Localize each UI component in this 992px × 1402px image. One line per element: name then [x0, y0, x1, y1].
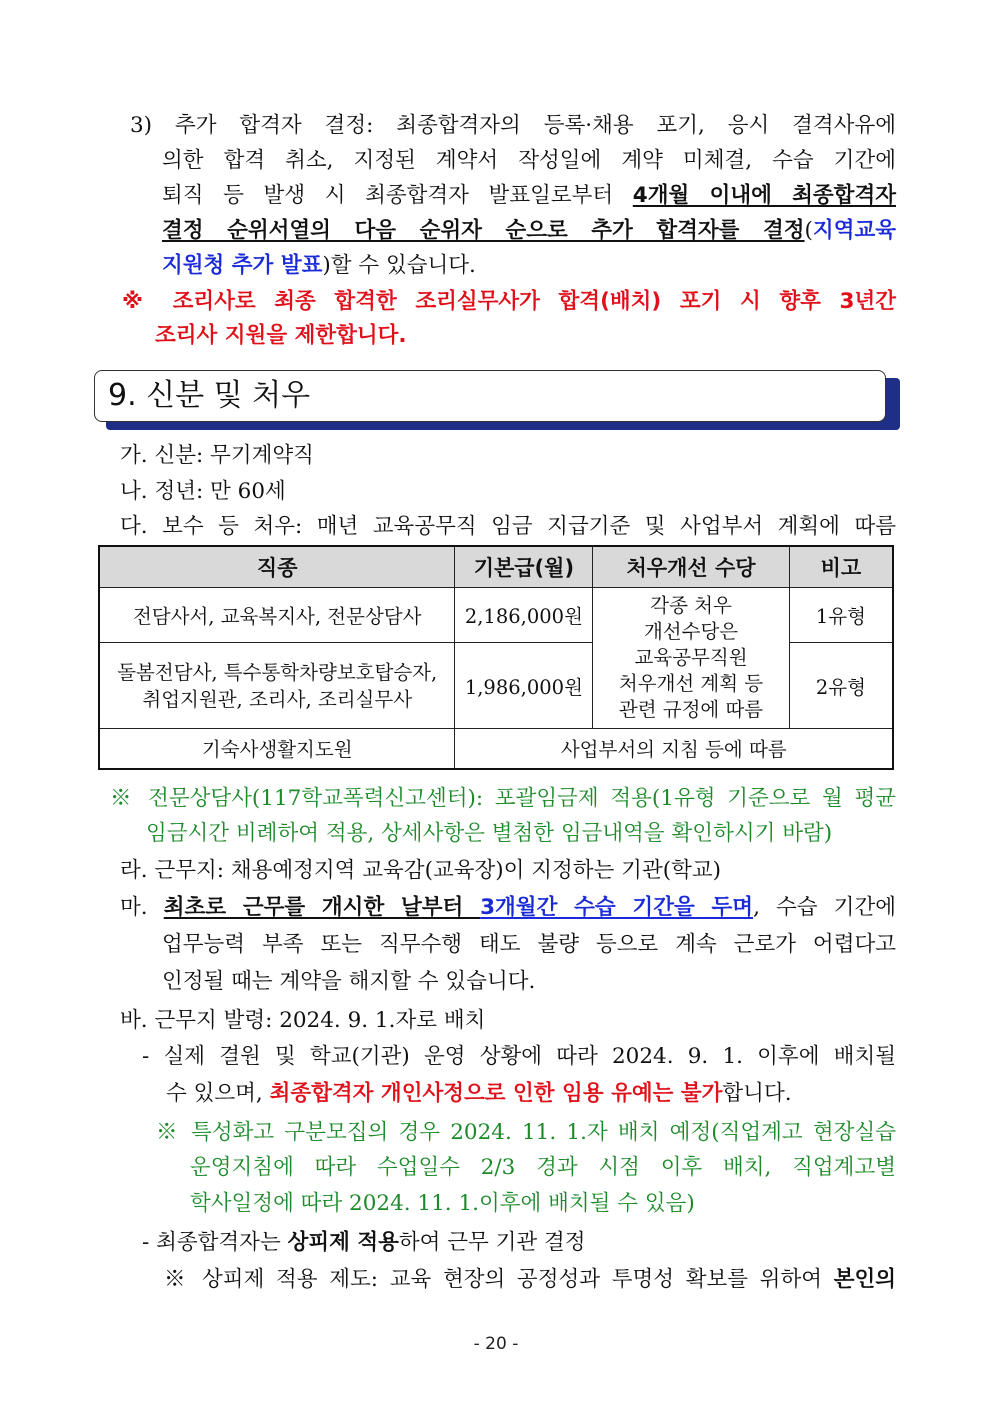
item-ma-line2: 업무능력 부족 또는 직무수행 태도 불량 등으로 계속 근로가 어렵다고	[162, 932, 896, 957]
ba-green-line3: 학사일정에 따라 2024. 11. 1.이후에 배치될 수 있음)	[190, 1191, 695, 1216]
header-note: 비고	[789, 546, 893, 588]
item3-line3: 퇴직 등 발생 시 최종합격자 발표일로부터 4개월 이내에 최종합격자	[162, 183, 896, 208]
green-notice-line2: 임금시간 비례하여 적용, 상세사항은 별첨한 임금내역을 확인하시기 바람)	[146, 821, 833, 846]
green-notice-line1: ※ 전문상담사(117학교폭력신고센터): 포괄임금제 적용(1유형 기준으로 월 평균	[110, 786, 896, 811]
page-number: - 20 -	[473, 1334, 519, 1354]
header-job: 직종	[99, 546, 455, 588]
pay-table	[98, 545, 894, 770]
header-allowance: 처우개선 수당	[593, 546, 789, 588]
row2-job: 돌봄전담사, 특수통학차량보호탑승자, 취업지원관, 조리사, 조리실무사	[99, 643, 455, 729]
item-ra: 라. 근무지: 채용예정지역 교육감(교육장)이 지정하는 기관(학교)	[120, 858, 722, 883]
item-ba-dash2: - 최종합격자는 상피제 적용하여 근무 기관 결정	[142, 1230, 586, 1255]
item-ma-line3: 인정될 때는 계약을 해지할 수 있습니다.	[162, 969, 536, 994]
row1-job: 전담사서, 교육복지사, 전문상담사	[99, 588, 455, 643]
row3-rest: 사업부서의 지침 등에 따름	[455, 729, 893, 769]
item-na: 나. 정년: 만 60세	[120, 479, 286, 504]
item3-line4: 결정 순위서열의 다음 순위자 순으로 추가 합격자를 결정(지역교육	[162, 218, 896, 243]
item-ba-title: 바. 근무지 발령: 2024. 9. 1.자로 배치	[120, 1008, 486, 1033]
item-ba-dash1-line1: - 실제 결원 및 학교(기관) 운영 상황에 따라 2024. 9. 1. 이후에 배치될	[142, 1044, 896, 1069]
row2-pay: 1,986,000원	[455, 643, 593, 729]
row1-pay: 2,186,000원	[455, 588, 593, 643]
table-header-row	[99, 546, 893, 588]
section-title: 9. 신분 및 처우	[108, 378, 311, 413]
row1-note: 1유형	[789, 588, 893, 643]
item3-line1: 3) 추가 합격자 결정: 최종합격자의 등록·채용 포기, 응시 결격사유에	[130, 113, 896, 138]
ba-green-line1: ※ 특성화고 구분모집의 경우 2024. 11. 1.자 배치 예정(직업계고 현장실습	[156, 1120, 896, 1145]
item-ma-line1: 마. 최초로 근무를 개시한 날부터 3개월간 수습 기간을 두며, 수습 기간에	[120, 895, 896, 920]
table-row	[99, 588, 893, 643]
ba-green-line2: 운영지침에 따라 수업일수 2/3 경과 시점 이후 배치, 직업계고별	[190, 1155, 896, 1180]
item3-line2: 의한 합격 취소, 지정된 계약서 작성일에 계약 미체결, 수습 기간에	[162, 148, 896, 173]
red-notice-line2: 조리사 지원을 제한합니다.	[155, 323, 407, 348]
row3-job: 기숙사생활지도원	[99, 729, 455, 769]
item3-line5: 지원청 추가 발표)할 수 있습니다.	[162, 253, 476, 278]
header-pay: 기본급(월)	[455, 546, 593, 588]
ba-note-line: ※ 상피제 적용 제도: 교육 현장의 공정성과 투명성 확보를 위하여 본인의	[164, 1267, 896, 1292]
row2-note: 2유형	[789, 643, 893, 729]
table-row	[99, 729, 893, 769]
item-da: 다. 보수 등 처우: 매년 교육공무직 임금 지급기준 및 사업부서 계획에 따름	[120, 514, 896, 539]
red-notice-line1: ※ 조리사로 최종 합격한 조리실무사가 합격(배치) 포기 시 향후 3년간	[122, 289, 896, 314]
item-ba-dash1-line2: 수 있으며, 최종합격자 개인사정으로 인한 임용 유예는 불가합니다.	[166, 1081, 792, 1106]
item-ga: 가. 신분: 무기계약직	[120, 443, 314, 468]
allowance-cell: 각종 처우 개선수당은 교육공무직원 처우개선 계획 등 관련 규정에 따름	[593, 588, 789, 729]
